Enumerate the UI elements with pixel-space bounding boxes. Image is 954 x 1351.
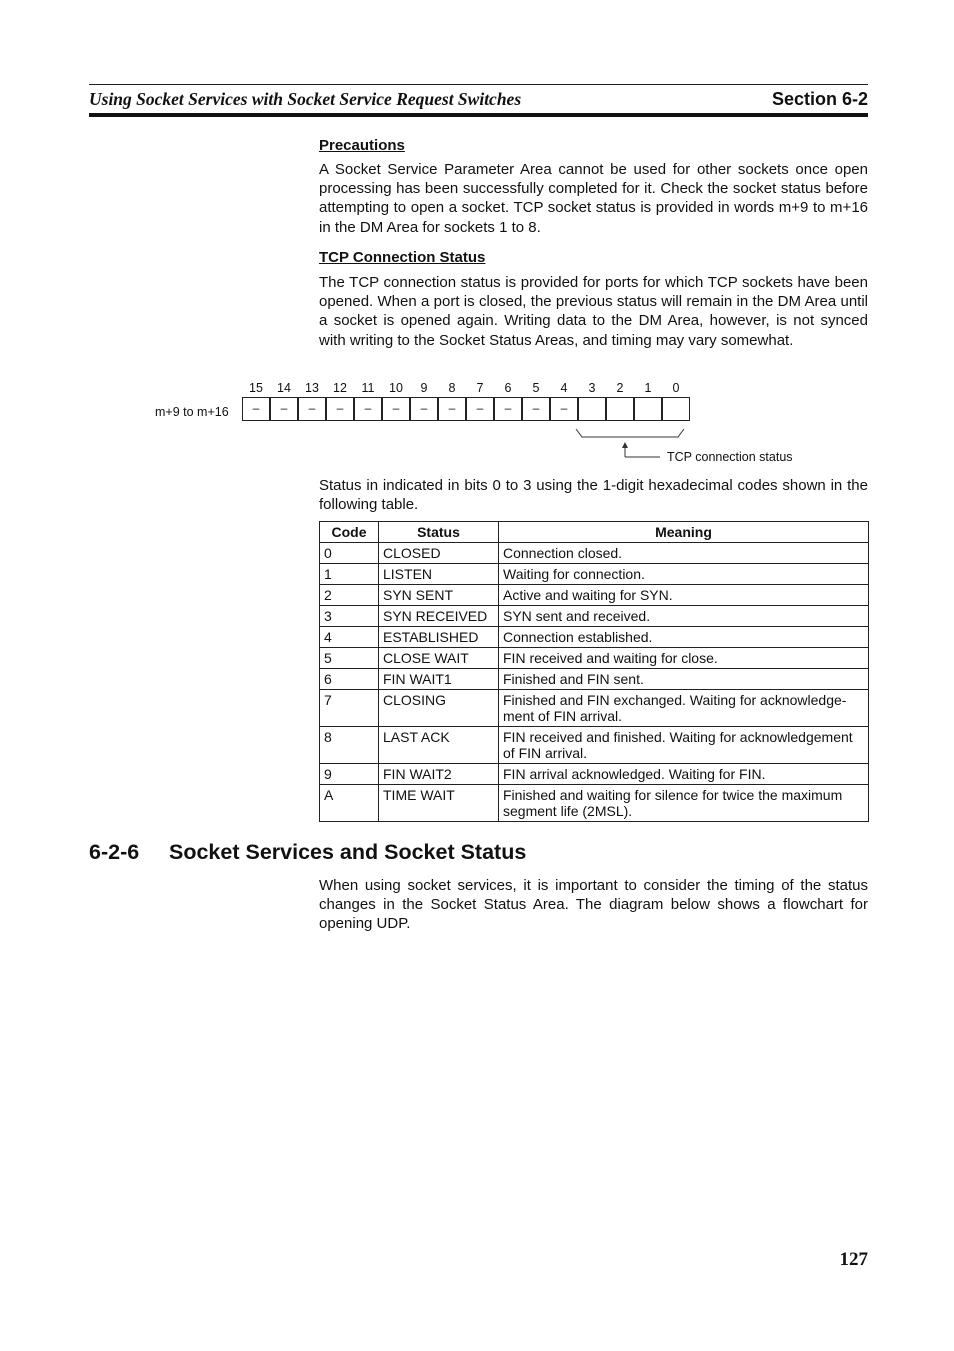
code-cell: 2: [320, 585, 379, 606]
precautions-heading: Precautions: [319, 137, 405, 154]
tcp-status-paragraph: The TCP connection status is provided for ports for which TCP sockets have been opened. When a port is closed, the previous status will remain in the DM Area until a socket is opened again. Writing data to the DM Area, however, is not synced with writing to the Socket Status Areas, and timing may vary somewhat.: [319, 274, 868, 349]
bit-number: 8: [448, 381, 456, 395]
bit-cell: –: [494, 397, 522, 421]
bit-cell: –: [550, 397, 578, 421]
status-cell: LAST ACK: [379, 727, 499, 764]
code-cell: 9: [320, 764, 379, 785]
bit-cell: [634, 397, 662, 421]
code-cell: 7: [320, 690, 379, 727]
table-row: [320, 690, 869, 727]
bit-cell: –: [466, 397, 494, 421]
bit-number: 15: [249, 381, 263, 395]
status-code-table: [319, 521, 869, 822]
status-cell: TIME WAIT: [379, 785, 499, 822]
bit-cell: –: [298, 397, 326, 421]
code-cell: 3: [320, 606, 379, 627]
bit-number: 10: [389, 381, 403, 395]
table-row: [320, 585, 869, 606]
meaning-cell: FIN arrival acknowledged. Waiting for FIN.: [499, 764, 869, 785]
meaning-cell: FIN received and waiting for close.: [499, 648, 869, 669]
meaning-cell: Finished and FIN sent.: [499, 669, 869, 690]
code-cell: 5: [320, 648, 379, 669]
bit-number: 0: [672, 381, 680, 395]
column-header-meaning: Meaning: [499, 522, 869, 543]
table-row: [320, 627, 869, 648]
table-row: [320, 606, 869, 627]
status-cell: CLOSED: [379, 543, 499, 564]
tcp-status-heading: TCP Connection Status: [319, 249, 486, 266]
tcp-connection-status-label: TCP connection status: [667, 450, 793, 464]
status-intro-paragraph: Status in indicated in bits 0 to 3 using the 1-digit hexadecimal codes shown in the following table.: [319, 477, 868, 514]
bit-cell: –: [270, 397, 298, 421]
status-cell: SYN RECEIVED: [379, 606, 499, 627]
code-cell: 4: [320, 627, 379, 648]
bit-number: 14: [277, 381, 291, 395]
table-row: [320, 543, 869, 564]
bit-cell: –: [410, 397, 438, 421]
bit-number: 2: [616, 381, 624, 395]
code-cell: 6: [320, 669, 379, 690]
meaning-cell: Connection closed.: [499, 543, 869, 564]
bit-number: 6: [504, 381, 512, 395]
section-heading: [89, 840, 526, 865]
status-cell: LISTEN: [379, 564, 499, 585]
status-cell: CLOSE WAIT: [379, 648, 499, 669]
bit-number: 11: [361, 381, 375, 395]
status-cell: FIN WAIT1: [379, 669, 499, 690]
status-cell: ESTABLISHED: [379, 627, 499, 648]
bit-number: 4: [560, 381, 568, 395]
running-header-title: Using Socket Services with Socket Service Request Switches: [89, 89, 522, 109]
bit-number: 3: [588, 381, 596, 395]
bit-cell: –: [326, 397, 354, 421]
table-row: [320, 648, 869, 669]
bit-cell: –: [382, 397, 410, 421]
bit-cell: [578, 397, 606, 421]
bit-number: 12: [333, 381, 347, 395]
table-row: [320, 764, 869, 785]
table-row: [320, 564, 869, 585]
section-title: Socket Services and Socket Status: [169, 840, 527, 864]
section-number: 6-2-6: [89, 840, 140, 864]
meaning-cell: SYN sent and received.: [499, 606, 869, 627]
register-label: m+9 to m+16: [155, 405, 229, 419]
bit-number: 7: [476, 381, 484, 395]
header-rule-top: [89, 84, 868, 85]
status-cell: CLOSING: [379, 690, 499, 727]
column-header-status: Status: [379, 522, 499, 543]
meaning-cell: Finished and FIN exchanged. Waiting for acknowledge-ment of FIN arrival.: [499, 690, 869, 727]
bit-cell: –: [242, 397, 270, 421]
status-cell: FIN WAIT2: [379, 764, 499, 785]
header-rule-bottom: [89, 113, 868, 117]
code-cell: 0: [320, 543, 379, 564]
code-cell: 8: [320, 727, 379, 764]
bit-number: 9: [420, 381, 428, 395]
table-header-row: [320, 522, 869, 543]
table-row: [320, 727, 869, 764]
code-cell: 1: [320, 564, 379, 585]
bit-cell: –: [438, 397, 466, 421]
bit-number: 13: [305, 381, 319, 395]
meaning-cell: Connection established.: [499, 627, 869, 648]
meaning-cell: Waiting for connection.: [499, 564, 869, 585]
bit-cell: –: [522, 397, 550, 421]
bit-number: 5: [532, 381, 540, 395]
column-header-code: Code: [320, 522, 379, 543]
code-cell: A: [320, 785, 379, 822]
bit-number: 1: [644, 381, 652, 395]
bit-cell: [606, 397, 634, 421]
table-row: [320, 785, 869, 822]
meaning-cell: Finished and waiting for silence for twice the maximum segment life (2MSL).: [499, 785, 869, 822]
section-paragraph: When using socket services, it is important to consider the timing of the status changes in the Socket Status Area. The diagram below shows a flowchart for opening UDP.: [319, 877, 868, 933]
page-number: 127: [839, 1249, 868, 1270]
meaning-cell: FIN received and finished. Waiting for acknowledgement of FIN arrival.: [499, 727, 869, 764]
bit-cell: [662, 397, 690, 421]
status-cell: SYN SENT: [379, 585, 499, 606]
running-header-section: Section 6-2: [771, 89, 868, 109]
meaning-cell: Active and waiting for SYN.: [499, 585, 869, 606]
bit-cell: –: [354, 397, 382, 421]
precautions-paragraph: A Socket Service Parameter Area cannot be used for other sockets once open processing has been successfully completed for it. Check the socket status before attempting to open a socket. TCP socket status is provided in words m+9 to m+16 in the DM Area for sockets 1 to 8.: [319, 161, 868, 236]
table-row: [320, 669, 869, 690]
